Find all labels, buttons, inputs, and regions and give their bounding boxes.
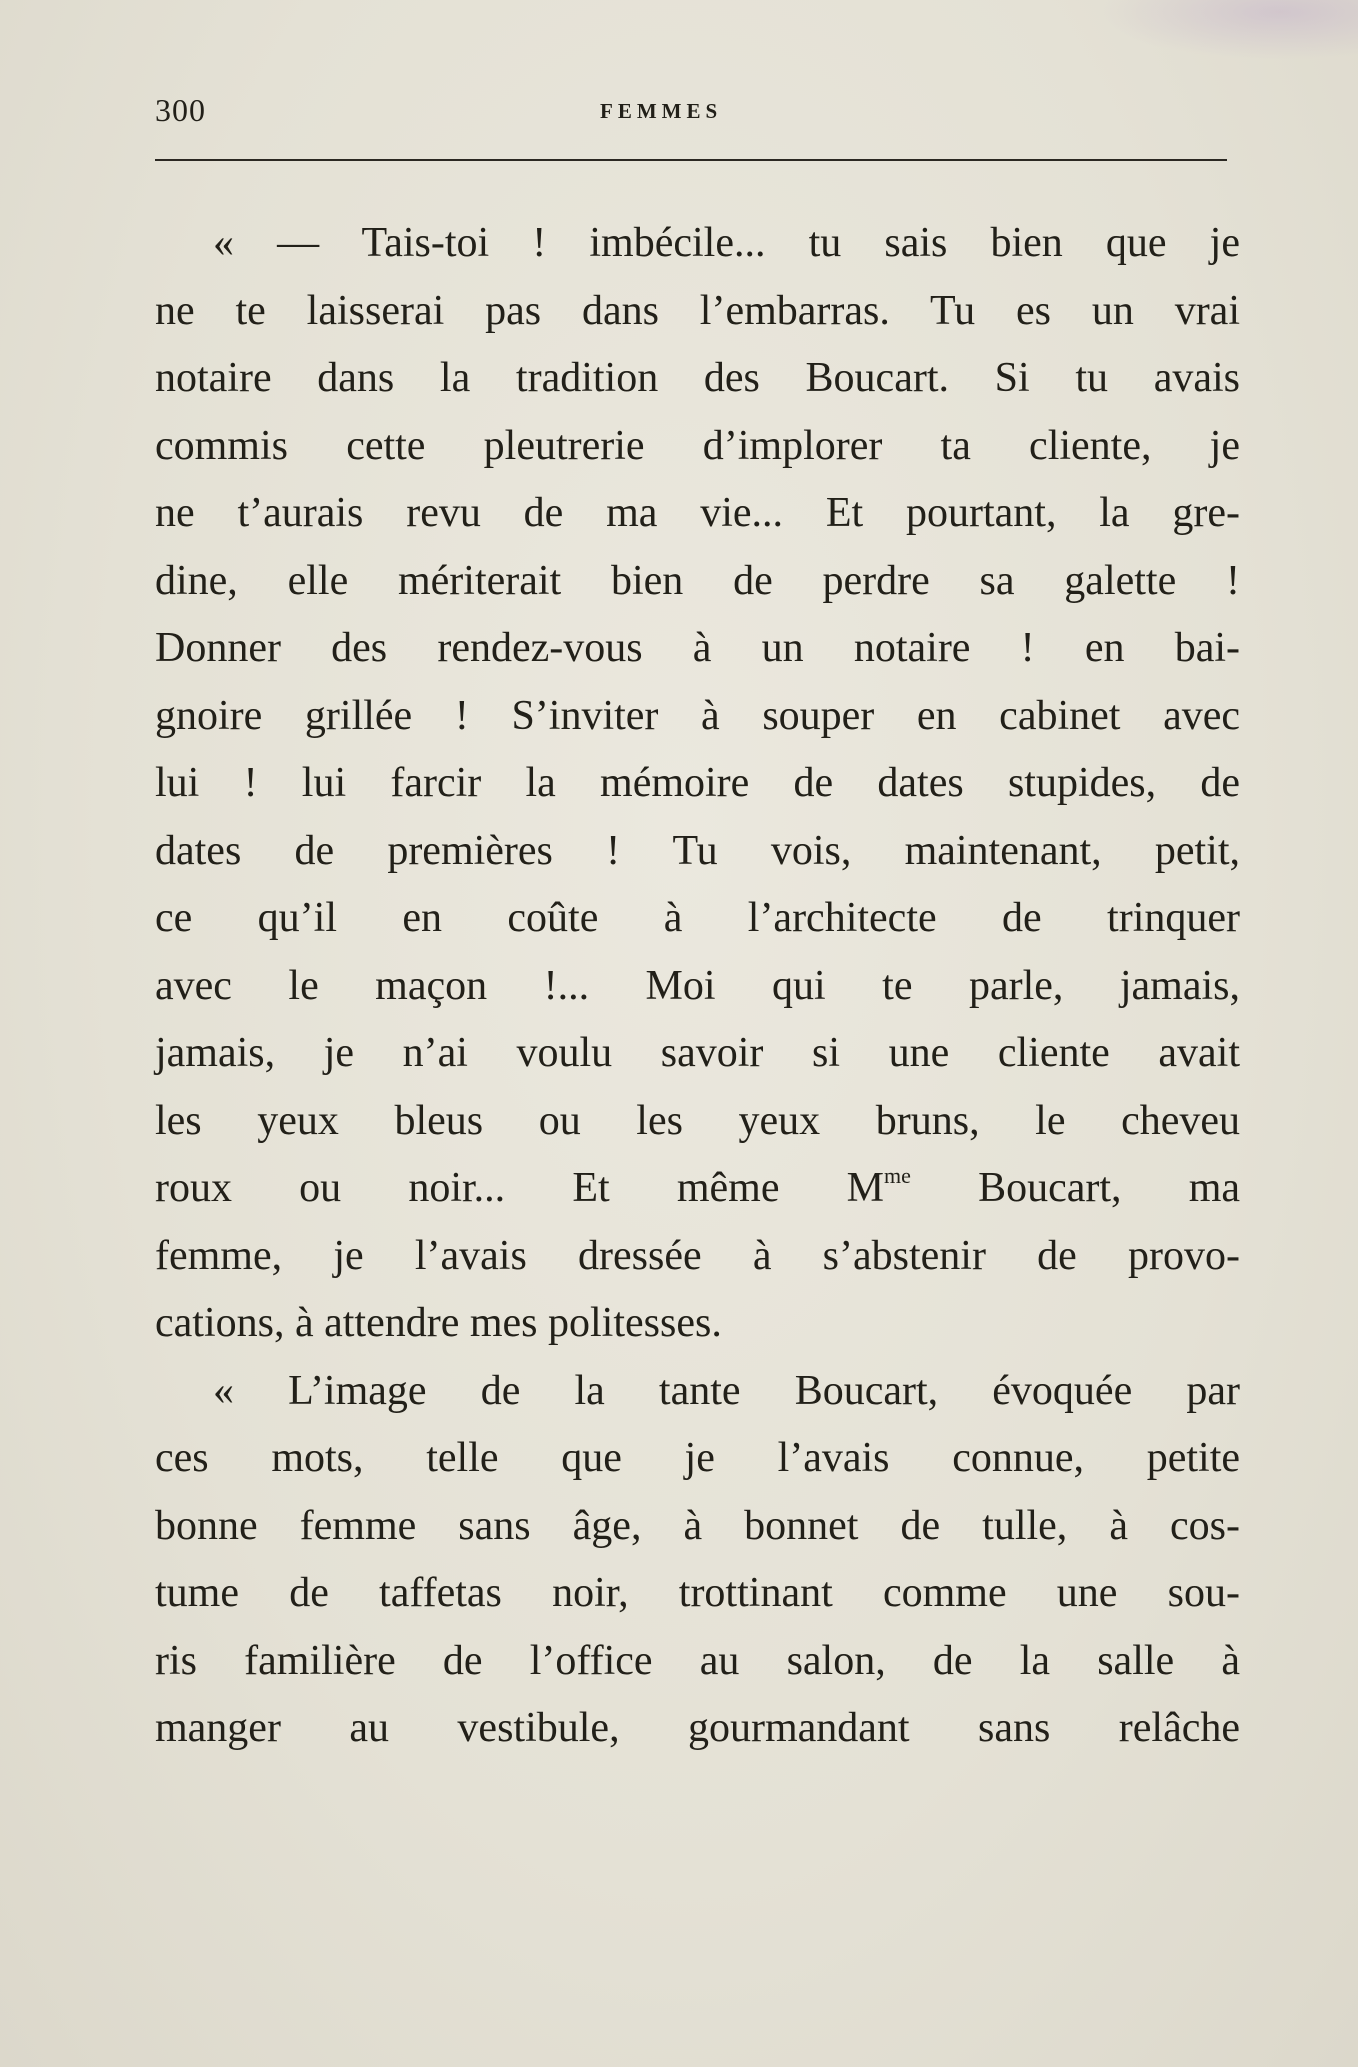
superscript: me (884, 1163, 911, 1188)
page-number: 300 (155, 92, 206, 128)
text-line: lui ! lui farcir la mémoire de dates stupides, de (155, 760, 1240, 806)
text-line: femme, je l’avais dressée à s’abstenir de provo- (155, 1232, 1240, 1279)
text-line: bonne femme sans âge, à bonnet de tulle, à cos- (155, 1502, 1240, 1549)
text-line: cations, à attendre mes politesses. (155, 1300, 722, 1346)
text-line: avec le maçon !... Moi qui te parle, jamais, (155, 962, 1240, 1009)
body-text (155, 210, 1240, 1763)
text-line: dates de premières ! Tu vois, maintenant, petit, (155, 827, 1240, 874)
paper-stain (1098, 0, 1358, 60)
text-line: Donner des rendez-vous à un notaire ! en bai- (155, 625, 1240, 671)
running-head (155, 92, 1227, 132)
text-line: gnoire grillée ! S’inviter à souper en cabinet avec (155, 692, 1240, 739)
text-line-with-superscript (155, 1155, 1240, 1223)
header-rule (155, 159, 1227, 161)
text-line: notaire dans la tradition des Boucart. Si tu avais (155, 355, 1240, 401)
text-line: ne te laisserai pas dans l’embarras. Tu es un vrai (155, 287, 1240, 334)
running-title: FEMMES (600, 99, 723, 123)
text-line: ces mots, telle que je l’avais connue, petite (155, 1435, 1240, 1481)
text-line: ne t’aurais revu de ma vie... Et pourtant, la gre- (155, 490, 1240, 536)
text-line: ris familière de l’office au salon, de la salle à (155, 1637, 1240, 1684)
text-line: les yeux bleus ou les yeux bruns, le cheveu (155, 1097, 1240, 1144)
text-line: commis cette pleutrerie d’implorer ta cliente, je (155, 422, 1240, 469)
text-line: « L’image de la tante Boucart, évoquée par (213, 1367, 1240, 1414)
text-segment: Boucart, ma (910, 1165, 1241, 1211)
text-line: tume de taffetas noir, trottinant comme une sou- (155, 1570, 1240, 1616)
text-line: ce qu’il en coûte à l’architecte de trinquer (155, 895, 1240, 941)
text-segment: roux ou noir... Et même M (155, 1165, 884, 1211)
text-line: dine, elle mériterait bien de perdre sa galette ! (155, 557, 1240, 604)
text-line: jamais, je n’ai voulu savoir si une cliente avait (155, 1030, 1240, 1076)
text-line: « — Tais-toi ! imbécile... tu sais bien que je (213, 220, 1240, 266)
text-line: manger au vestibule, gourmandant sans relâche (155, 1705, 1240, 1751)
